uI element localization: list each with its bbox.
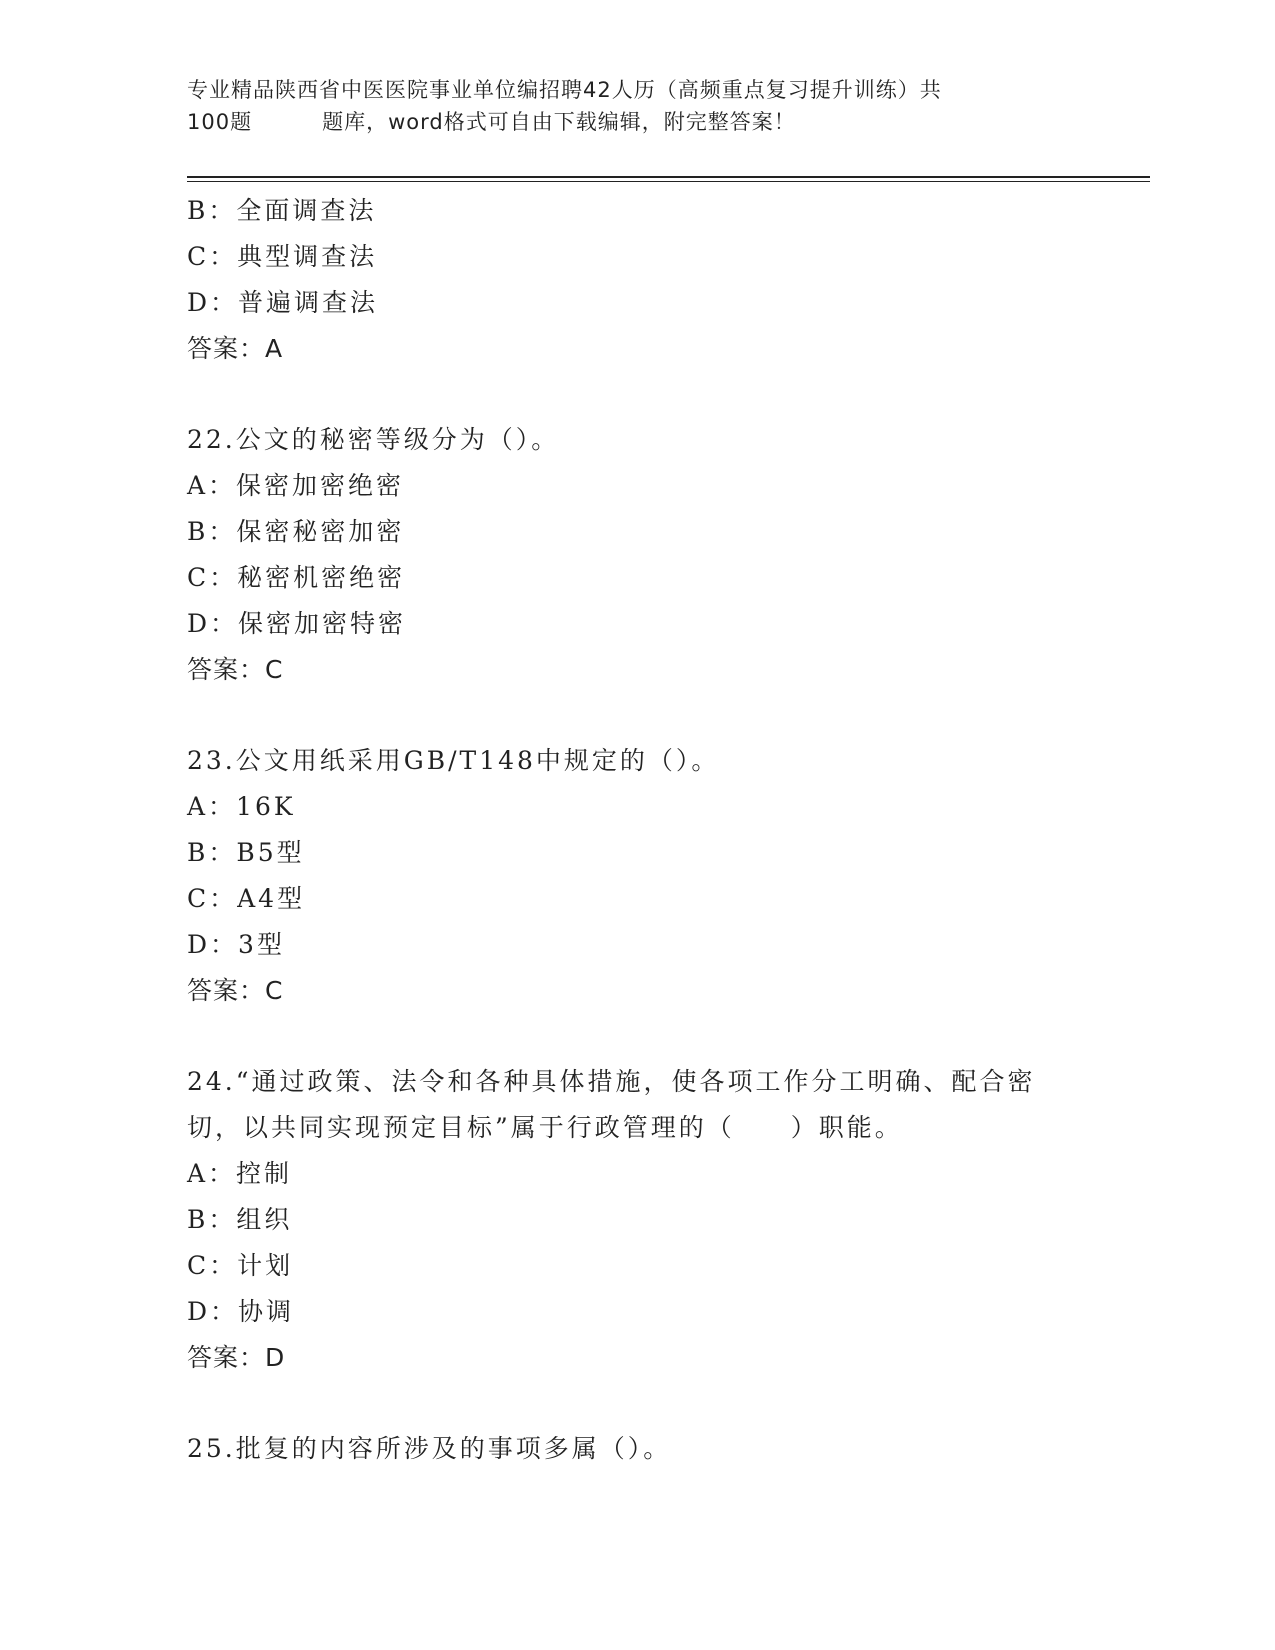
question-stem: 25.批复的内容所涉及的事项多属（）。	[187, 1434, 672, 1463]
question-24	[187, 1059, 1087, 1381]
option-b: B：B5型	[187, 838, 305, 867]
option-b: B：全面调查法	[187, 196, 377, 225]
answer: 答案：C	[187, 655, 284, 684]
option-b: B：组织	[187, 1205, 293, 1234]
question-stem-line-1: 24.“通过政策、法令和各种具体措施，使各项工作分工明确、配合密	[187, 1067, 1036, 1096]
answer: 答案：D	[187, 1343, 286, 1372]
document-header	[187, 74, 1067, 138]
option-a: A：16K	[187, 792, 296, 821]
header-line-2	[187, 106, 1067, 138]
option-d: D：普遍调查法	[187, 288, 379, 317]
option-a: A：控制	[187, 1159, 293, 1188]
question-stem: 23.公文用纸采用GB/T148中规定的（）。	[187, 746, 720, 775]
header-line-2-count: 100题	[187, 110, 253, 134]
question-list	[187, 188, 1087, 1472]
question-23	[187, 738, 1087, 1014]
question-stem-line-2: 切，以共同实现预定目标”属于行政管理的（ ）职能。	[187, 1113, 903, 1142]
header-divider-thick	[187, 176, 1150, 178]
option-d: D：协调	[187, 1297, 295, 1326]
option-a: A：保密加密绝密	[187, 471, 405, 500]
option-c: C：A4型	[187, 884, 306, 913]
option-c: C：计划	[187, 1251, 294, 1280]
option-b: B：保密秘密加密	[187, 517, 405, 546]
option-d: D：3型	[187, 930, 285, 959]
question-21	[187, 188, 1087, 372]
option-d: D：保密加密特密	[187, 609, 407, 638]
question-stem: 22.公文的秘密等级分为（）。	[187, 425, 560, 454]
question-25	[187, 1426, 1087, 1472]
question-22	[187, 417, 1087, 693]
option-c: C：秘密机密绝密	[187, 563, 406, 592]
option-c: C：典型调查法	[187, 242, 378, 271]
header-line-2-desc: 题库，word格式可自由下载编辑，附完整答案！	[322, 110, 796, 134]
answer: 答案：A	[187, 334, 284, 363]
header-line-1: 专业精品陕西省中医医院事业单位编招聘42人历（高频重点复习提升训练）共	[187, 78, 942, 102]
answer: 答案：C	[187, 976, 284, 1005]
header-divider-thin	[187, 181, 1150, 182]
